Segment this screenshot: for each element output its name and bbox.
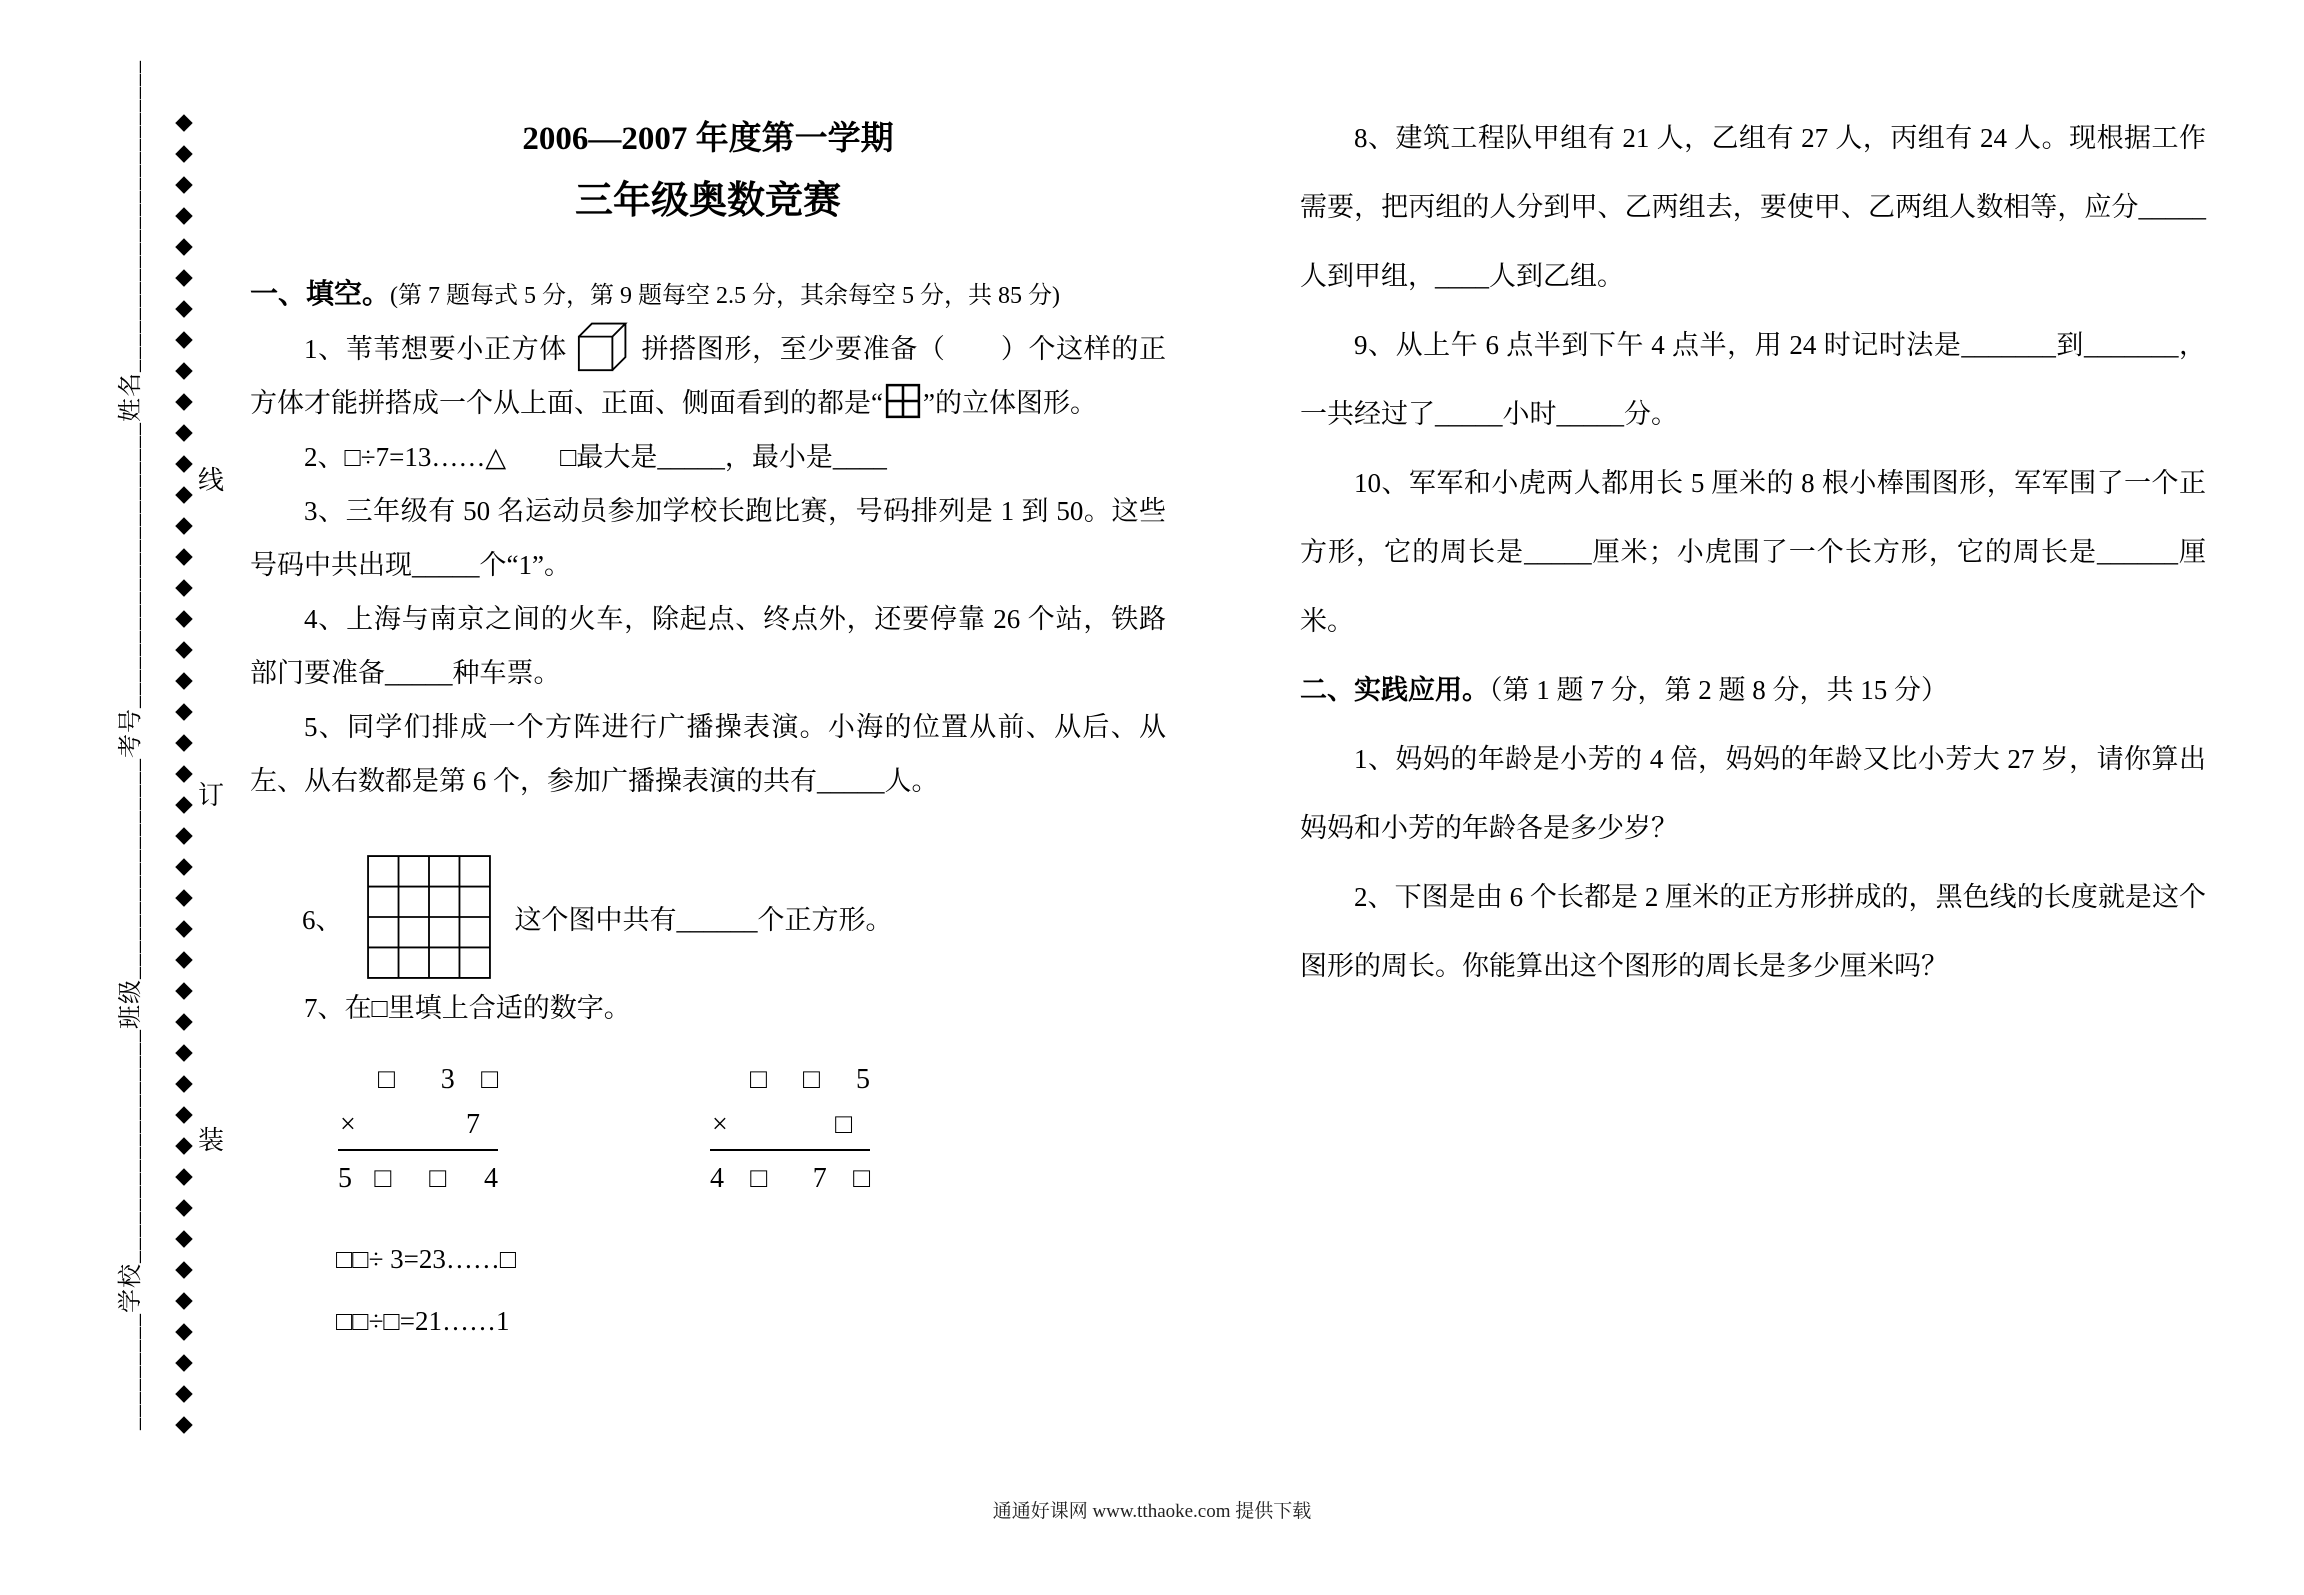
section-1-scoring-note: (第 7 题每式 5 分，第 9 题每空 2.5 分，其余每空 5 分，共 85 分) — [390, 283, 1060, 309]
diamond-icon: ◆ — [175, 264, 193, 289]
diamond-icon: ◆ — [175, 1411, 193, 1436]
binding-char-xian: 线 — [198, 466, 225, 495]
question-10: 10、军军和小虎两人都用长 5 厘米的 8 根小棒围图形，军军围了一个正方形，它的周长是_____厘米；小虎围了一个长方形，它的周长是______厘米。 — [1300, 468, 2206, 636]
applied-question-1: 1、妈妈的年龄是小芳的 4 倍，妈妈的年龄又比小芳大 27 岁，请你算出妈妈和小芳的年龄各是多少岁？ — [1300, 744, 2206, 843]
exam-name-title: 三年级奥数竞赛 — [574, 180, 841, 222]
question-2: 2、□÷7=13……△ □最大是_____，最小是____ — [304, 442, 887, 472]
diamond-icon: ◆ — [175, 450, 193, 475]
section-2-heading — [1300, 656, 2206, 725]
diamond-icon: ◆ — [175, 977, 193, 1002]
diamond-icon: ◆ — [175, 1194, 193, 1219]
question-1-text-c: ”的立体图形。 — [922, 388, 1097, 418]
diamond-icon: ◆ — [175, 171, 193, 196]
multiplier-digit: □ — [835, 1109, 852, 1140]
question-9: 9、从上午 6 点半到下午 4 点半，用 24 时记时法是_______到_______，一共经过了_____小时_____分。 — [1300, 330, 2206, 429]
diamond-icon: ◆ — [175, 1318, 193, 1343]
diamond-icon: ◆ — [175, 884, 193, 909]
diamond-icon: ◆ — [175, 357, 193, 382]
diamond-icon: ◆ — [175, 760, 193, 785]
diamond-icon: ◆ — [175, 1101, 193, 1126]
square-grid-icon — [365, 853, 493, 981]
applied-question-2: 2、下图是由 6 个长都是 2 厘米的正方形拼成的，黑色线的长度就是这个图形的周长。你能算出这个图形的周长是多少厘米吗？ — [1300, 882, 2206, 981]
left-column — [250, 112, 1166, 1341]
diamond-icon: ◆ — [175, 946, 193, 971]
cube-icon — [575, 318, 633, 372]
question-6 — [302, 853, 1166, 981]
diamond-icon: ◆ — [175, 1132, 193, 1157]
question-8: 8、建筑工程队甲组有 21 人，乙组有 27 人，丙组有 24 人。现根据工作需要，把丙组的人分到甲、乙两组去，要使甲、乙两组人数相等，应分_____人到甲组，____人到乙组。 — [1300, 123, 2206, 291]
student-info-line: _________学校__________________班级_________________考号______________________姓名________________________ — [118, 60, 144, 1430]
diamond-icon: ◆ — [175, 326, 193, 351]
diamond-icon: ◆ — [175, 140, 193, 165]
diamond-icon: ◆ — [175, 729, 193, 754]
diamond-icon: ◆ — [175, 1256, 193, 1281]
diamond-icon: ◆ — [175, 543, 193, 568]
diamond-icon: ◆ — [175, 481, 193, 506]
section-2-title: 二、实践应用。 — [1300, 675, 1489, 705]
binding-char-ding: 订 — [198, 781, 225, 810]
diamond-icon: ◆ — [175, 667, 193, 692]
question-1-text-b: 拼搭图形，至少要准备（ ）个这样的正方体才能拼搭成一个从上面、正面、侧面看到的都是“ — [250, 334, 1167, 418]
question-3: 3、三年级有 50 名运动员参加学校长跑比赛，号码排列是 1 到 50。这些号码中共出现_____个“1”。 — [250, 496, 1166, 580]
diamond-icon: ◆ — [175, 636, 193, 661]
diamond-icon: ◆ — [175, 915, 193, 940]
diamond-icon: ◆ — [175, 1287, 193, 1312]
diamond-icon: ◆ — [175, 1349, 193, 1374]
product-row: 5 □ □ 4 — [338, 1163, 498, 1194]
diamond-icon: ◆ — [175, 1163, 193, 1188]
question-7-worksheets — [338, 1059, 1166, 1195]
binding-char-zhuang: 装 — [198, 1126, 225, 1155]
exam-term-title: 2006—2007 年度第一学期 — [522, 121, 894, 157]
diamond-icon: ◆ — [175, 1380, 193, 1405]
multiplication-problem-1 — [338, 1059, 498, 1195]
question-7: 7、在□里填上合适的数字。 — [304, 993, 631, 1023]
multiplier-row — [710, 1101, 870, 1151]
diamond-icon: ◆ — [175, 233, 193, 258]
diamond-icon: ◆ — [175, 419, 193, 444]
diamond-icon: ◆ — [175, 574, 193, 599]
multiplication-problem-2 — [710, 1059, 870, 1195]
diamond-icon: ◆ — [175, 1008, 193, 1033]
binding-diamond-column — [168, 106, 200, 1439]
multiply-sign: × — [340, 1109, 356, 1140]
multiplicand-row: □ 3 □ — [378, 1064, 498, 1095]
diamond-icon: ◆ — [175, 791, 193, 816]
question-1-text-a: 1、苇苇想要小正方体 — [304, 334, 567, 364]
diamond-icon: ◆ — [175, 1225, 193, 1250]
product-row: 4 □ 7 □ — [710, 1163, 870, 1194]
right-column — [1300, 104, 2206, 1001]
diamond-icon: ◆ — [175, 605, 193, 630]
division-problem-2: □□÷□=21……1 — [336, 1306, 510, 1336]
diamond-icon: ◆ — [175, 822, 193, 847]
footer-download-note: 通通好课网 www.tthaoke.com 提供下载 — [992, 1501, 1312, 1522]
diamond-icon: ◆ — [175, 202, 193, 227]
diamond-icon: ◆ — [175, 1039, 193, 1064]
diamond-icon: ◆ — [175, 388, 193, 413]
section-1-title: 一、填空。 — [250, 279, 391, 310]
question-6-text: 这个图中共有______个正方形。 — [514, 904, 893, 935]
multiplicand-row: □ □ 5 — [750, 1064, 870, 1095]
tian-grid-icon — [885, 383, 921, 419]
question-1 — [250, 318, 1166, 430]
question-4: 4、上海与南京之间的火车，除起点、终点外，还要停靠 26 个站，铁路部门要准备_____种车票。 — [250, 604, 1166, 688]
multiplier-digit: 7 — [466, 1109, 480, 1140]
diamond-icon: ◆ — [175, 109, 193, 134]
diamond-icon: ◆ — [175, 512, 193, 537]
question-5: 5、同学们排成一个方阵进行广播操表演。小海的位置从前、从后、从左、从右数都是第 6 个，参加广播操表演的共有_____人。 — [250, 712, 1166, 796]
multiplier-row — [338, 1101, 498, 1151]
question-6-number: 6、 — [302, 904, 343, 935]
division-problem-1: □□÷ 3=23……□ — [336, 1244, 517, 1274]
section-2-scoring-note: （第 1 题 7 分，第 2 题 8 分，共 15 分） — [1489, 675, 1948, 705]
multiply-sign: × — [712, 1109, 728, 1140]
diamond-icon: ◆ — [175, 1070, 193, 1095]
diamond-icon: ◆ — [175, 853, 193, 878]
diamond-icon: ◆ — [175, 295, 193, 320]
diamond-icon: ◆ — [175, 698, 193, 723]
section-1-heading — [250, 272, 1166, 318]
